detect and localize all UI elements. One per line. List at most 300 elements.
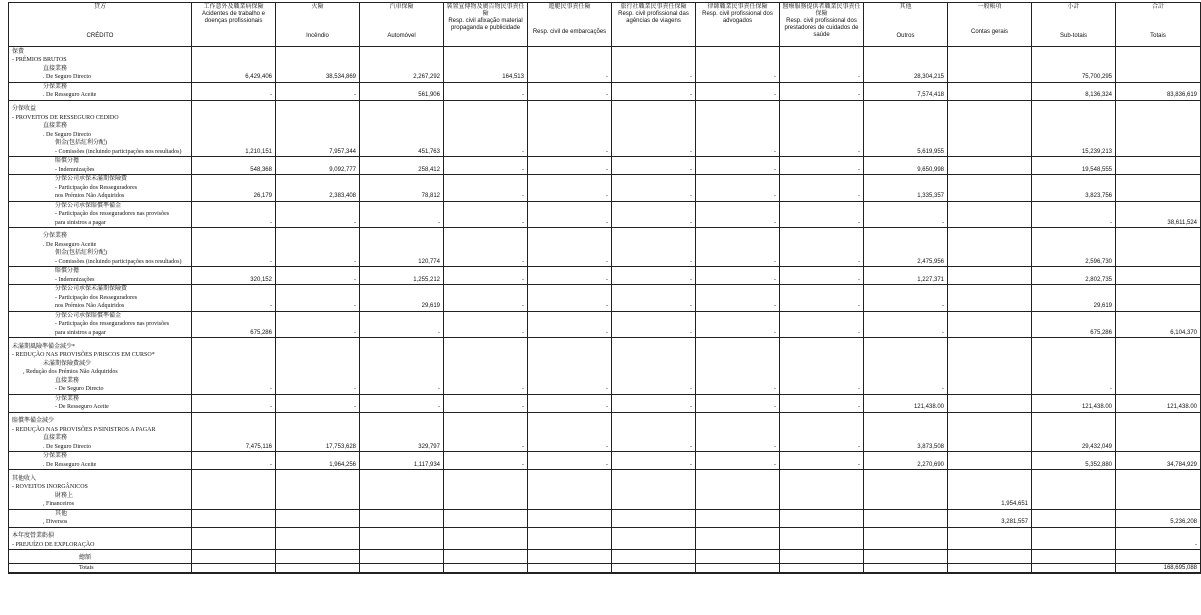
table-cell — [1032, 417, 1116, 426]
table-cell — [696, 47, 780, 57]
table-cell — [1116, 184, 1201, 193]
column-header-bottom: Sub-totais — [1059, 33, 1087, 39]
table-cell — [444, 232, 528, 241]
table-cell — [612, 105, 696, 114]
table-cell — [948, 532, 1032, 541]
table-cell: - — [444, 276, 528, 285]
table-cell — [948, 302, 1032, 311]
table-cell — [1032, 241, 1116, 250]
table-cell: - — [780, 276, 864, 285]
table-cell — [528, 139, 612, 148]
table-cell — [1116, 342, 1201, 351]
table-row — [9, 443, 1201, 452]
table-cell: - — [192, 219, 276, 228]
table-cell — [696, 294, 780, 303]
table-cell — [948, 47, 1032, 57]
table-cell: - — [612, 91, 696, 100]
table-cell — [360, 139, 444, 148]
table-cell — [444, 311, 528, 320]
table-cell — [528, 311, 612, 320]
table-cell — [780, 377, 864, 386]
table-cell — [360, 122, 444, 131]
table-cell — [360, 351, 444, 360]
table-row — [9, 184, 1201, 193]
table-cell — [276, 563, 360, 573]
row-label: 賠償準備金減少 — [9, 417, 192, 426]
table-cell — [444, 114, 528, 123]
table-cell: - — [696, 329, 780, 338]
row-label: 未滿期保險費減少 — [9, 360, 192, 369]
table-cell — [948, 73, 1032, 82]
table-cell — [444, 360, 528, 369]
table-cell — [948, 122, 1032, 131]
table-cell — [276, 232, 360, 241]
row-label: Totais — [9, 563, 192, 573]
column-header-pt: Resp. civil afixação material propaganda e publicidade — [448, 18, 523, 31]
table-cell: 2,270,690 — [864, 461, 948, 470]
table-cell — [276, 320, 360, 329]
table-cell — [1116, 114, 1201, 123]
table-cell: - — [444, 192, 528, 201]
table-row — [9, 232, 1201, 241]
table-cell — [528, 532, 612, 541]
table-row — [9, 302, 1201, 311]
table-cell — [1032, 201, 1116, 210]
table-cell — [360, 105, 444, 114]
table-cell — [612, 184, 696, 193]
table-cell — [1116, 241, 1201, 250]
table-cell — [444, 563, 528, 573]
table-cell — [612, 47, 696, 57]
table-cell — [948, 201, 1032, 210]
row-label: 財務上 — [9, 492, 192, 501]
table-cell — [696, 394, 780, 403]
table-cell — [528, 267, 612, 276]
table-cell — [192, 368, 276, 377]
table-cell — [192, 360, 276, 369]
table-cell — [696, 434, 780, 443]
table-cell — [948, 65, 1032, 74]
table-cell — [1116, 73, 1201, 82]
table-cell: - — [192, 302, 276, 311]
row-label: 分保業務 — [9, 394, 192, 403]
table-cell — [276, 394, 360, 403]
table-cell: - — [1032, 385, 1116, 394]
row-label: - Participação dos Resseguradores — [9, 294, 192, 303]
table-row — [9, 377, 1201, 386]
table-cell — [864, 285, 948, 294]
table-cell — [1116, 122, 1201, 131]
column-header-zh: 律師職業民事責任保險 — [707, 4, 768, 10]
table-cell — [276, 541, 360, 550]
table-cell — [948, 443, 1032, 452]
table-cell: - — [276, 302, 360, 311]
table-cell — [528, 554, 612, 563]
table-cell — [360, 518, 444, 527]
table-cell — [1032, 500, 1116, 509]
table-row — [9, 492, 1201, 501]
table-cell — [780, 426, 864, 435]
table-cell — [360, 434, 444, 443]
table-cell — [696, 351, 780, 360]
table-cell — [864, 122, 948, 131]
table-row — [9, 139, 1201, 148]
table-cell: - — [696, 258, 780, 267]
table-cell — [1116, 131, 1201, 140]
table-cell — [612, 131, 696, 140]
table-cell — [276, 452, 360, 461]
table-cell — [1116, 500, 1201, 509]
column-header-zh: 工作意外及職業病保險 — [203, 4, 264, 10]
table-cell — [696, 56, 780, 65]
table-row — [9, 201, 1201, 210]
table-cell — [696, 452, 780, 461]
table-cell — [948, 434, 1032, 443]
table-cell — [696, 232, 780, 241]
table-cell — [1116, 47, 1201, 57]
table-cell: - — [696, 192, 780, 201]
table-cell — [528, 434, 612, 443]
row-label: nos Prémios Não Adquiridos — [9, 192, 192, 201]
table-cell — [612, 285, 696, 294]
table-row — [9, 131, 1201, 140]
table-cell — [276, 500, 360, 509]
table-cell — [948, 385, 1032, 394]
table-cell — [528, 417, 612, 426]
table-cell — [276, 368, 360, 377]
table-cell — [1116, 249, 1201, 258]
table-cell — [192, 139, 276, 148]
table-cell — [780, 285, 864, 294]
table-cell — [444, 426, 528, 435]
table-cell — [612, 394, 696, 403]
table-cell — [276, 114, 360, 123]
table-cell — [444, 175, 528, 184]
table-cell — [780, 532, 864, 541]
table-cell — [1032, 232, 1116, 241]
table-cell — [192, 351, 276, 360]
table-cell: 3,873,508 — [864, 443, 948, 452]
table-cell — [360, 417, 444, 426]
table-cell — [444, 105, 528, 114]
row-label: - PROVEITOS DE RESSEGURO CEDIDO — [9, 114, 192, 123]
table-row — [9, 500, 1201, 509]
table-cell — [612, 201, 696, 210]
table-cell: 121,438.00 — [1032, 403, 1116, 412]
row-label: 賠償分擔 — [9, 267, 192, 276]
table-cell — [780, 554, 864, 563]
table-cell — [612, 563, 696, 573]
table-cell — [780, 500, 864, 509]
table-cell — [864, 434, 948, 443]
table-cell: 3,823,756 — [1032, 192, 1116, 201]
column-header — [276, 3, 360, 47]
table-cell: - — [360, 403, 444, 412]
table-cell — [948, 105, 1032, 114]
table-row — [9, 509, 1201, 518]
table-cell — [696, 509, 780, 518]
table-cell — [192, 114, 276, 123]
table-cell — [948, 426, 1032, 435]
table-cell: 29,432,049 — [1032, 443, 1116, 452]
table-cell — [528, 175, 612, 184]
table-cell — [612, 351, 696, 360]
table-row — [9, 56, 1201, 65]
column-header — [780, 3, 864, 47]
table-cell — [612, 232, 696, 241]
row-label: 分保公司承保賠償準備金 — [9, 201, 192, 210]
table-cell — [612, 541, 696, 550]
table-cell — [276, 474, 360, 483]
table-cell — [696, 500, 780, 509]
table-cell — [948, 139, 1032, 148]
table-cell — [612, 452, 696, 461]
row-label: 直接業務 — [9, 434, 192, 443]
table-cell — [192, 311, 276, 320]
table-cell — [360, 368, 444, 377]
table-cell — [612, 320, 696, 329]
table-cell: 5,619,955 — [864, 148, 948, 157]
table-cell — [780, 267, 864, 276]
table-row — [9, 122, 1201, 131]
table-row — [9, 65, 1201, 74]
table-cell — [948, 541, 1032, 550]
column-header-bottom: Contas gerais — [970, 29, 1009, 35]
row-label: 佣金(包括紅利分配) — [9, 139, 192, 148]
table-cell — [864, 518, 948, 527]
table-cell — [1116, 417, 1201, 426]
table-cell — [612, 377, 696, 386]
table-cell: 1,335,357 — [864, 192, 948, 201]
table-cell — [192, 56, 276, 65]
table-cell — [360, 500, 444, 509]
table-cell: - — [528, 302, 612, 311]
table-cell — [528, 65, 612, 74]
table-row — [9, 210, 1201, 219]
table-cell: - — [696, 91, 780, 100]
table-row — [9, 541, 1201, 550]
table-row — [9, 360, 1201, 369]
table-cell — [948, 563, 1032, 573]
table-cell — [780, 518, 864, 527]
table-cell: 2,383,408 — [276, 192, 360, 201]
table-row — [9, 192, 1201, 201]
column-header-zh: 一般帳項 — [977, 4, 1002, 10]
table-cell — [1032, 82, 1116, 91]
table-cell — [864, 105, 948, 114]
table-cell: 561,906 — [360, 91, 444, 100]
table-cell — [444, 320, 528, 329]
table-cell — [276, 184, 360, 193]
table-cell: - — [780, 302, 864, 311]
table-cell — [612, 554, 696, 563]
table-cell — [1032, 139, 1116, 148]
table-cell — [192, 294, 276, 303]
table-cell: - — [528, 73, 612, 82]
table-cell: - — [528, 148, 612, 157]
table-cell: - — [864, 219, 948, 228]
table-cell: 6,104,370 — [1116, 329, 1201, 338]
table-cell — [780, 65, 864, 74]
table-cell — [360, 201, 444, 210]
table-cell — [1032, 285, 1116, 294]
table-row — [9, 426, 1201, 435]
table-cell — [864, 249, 948, 258]
table-cell — [780, 47, 864, 57]
table-cell — [696, 541, 780, 550]
table-cell: - — [612, 73, 696, 82]
table-cell — [1116, 65, 1201, 74]
table-cell — [276, 131, 360, 140]
table-cell — [360, 377, 444, 386]
table-cell — [864, 294, 948, 303]
table-cell — [192, 452, 276, 461]
table-cell — [192, 47, 276, 57]
table-cell — [192, 201, 276, 210]
table-cell — [696, 342, 780, 351]
table-cell: 5,352,880 — [1032, 461, 1116, 470]
row-label: para sinistros a pagar — [9, 329, 192, 338]
table-cell — [948, 249, 1032, 258]
table-cell — [1116, 532, 1201, 541]
table-cell — [864, 360, 948, 369]
table-cell — [864, 82, 948, 91]
table-cell — [444, 294, 528, 303]
table-cell: - — [612, 443, 696, 452]
table-cell — [1032, 509, 1116, 518]
row-label: - De Seguro Directo — [9, 385, 192, 394]
table-cell — [444, 122, 528, 131]
table-cell — [780, 157, 864, 166]
table-row — [9, 114, 1201, 123]
table-cell — [1116, 360, 1201, 369]
table-cell — [780, 56, 864, 65]
table-cell — [948, 509, 1032, 518]
table-cell — [444, 492, 528, 501]
table-cell — [780, 175, 864, 184]
table-cell — [1032, 294, 1116, 303]
table-cell — [360, 563, 444, 573]
table-cell: 548,368 — [192, 166, 276, 175]
table-cell — [276, 201, 360, 210]
table-cell — [696, 483, 780, 492]
column-header — [360, 3, 444, 47]
table-cell: - — [276, 385, 360, 394]
row-label: 分保業務 — [9, 452, 192, 461]
table-cell — [444, 394, 528, 403]
table-cell — [1032, 351, 1116, 360]
table-cell — [612, 175, 696, 184]
table-cell — [528, 360, 612, 369]
table-cell — [1116, 285, 1201, 294]
column-header-zh: 其他 — [899, 4, 912, 10]
table-cell — [444, 500, 528, 509]
table-cell — [528, 210, 612, 219]
table-cell — [780, 434, 864, 443]
table-cell: - — [276, 91, 360, 100]
row-label: 其他收入 — [9, 474, 192, 483]
table-cell — [1116, 192, 1201, 201]
table-cell — [696, 184, 780, 193]
table-cell — [444, 377, 528, 386]
table-cell — [360, 131, 444, 140]
table-cell — [276, 267, 360, 276]
column-header — [192, 3, 276, 47]
table-cell: 120,774 — [360, 258, 444, 267]
table-cell — [864, 554, 948, 563]
table-cell — [612, 426, 696, 435]
table-cell — [360, 65, 444, 74]
table-cell — [276, 351, 360, 360]
table-cell — [780, 483, 864, 492]
table-cell — [612, 56, 696, 65]
table-cell: 5,236,208 — [1116, 518, 1201, 527]
table-cell — [192, 417, 276, 426]
credit-ledger-document — [8, 2, 1197, 610]
table-cell — [192, 105, 276, 114]
table-cell: - — [528, 443, 612, 452]
table-cell — [948, 184, 1032, 193]
column-header-zh: 汽車保險 — [389, 4, 414, 10]
table-cell: - — [696, 302, 780, 311]
table-cell — [192, 82, 276, 91]
table-row — [9, 219, 1201, 228]
table-row — [9, 434, 1201, 443]
table-row — [9, 148, 1201, 157]
table-cell — [1032, 56, 1116, 65]
table-cell — [612, 360, 696, 369]
table-cell — [780, 360, 864, 369]
table-cell: - — [696, 219, 780, 228]
table-cell: - — [780, 73, 864, 82]
table-cell: - — [444, 461, 528, 470]
table-cell — [1032, 483, 1116, 492]
row-label: - Participação dos resseguradores nas provisões — [9, 210, 192, 219]
table-cell: - — [192, 91, 276, 100]
table-cell — [528, 320, 612, 329]
table-cell — [948, 474, 1032, 483]
table-cell — [696, 360, 780, 369]
table-cell — [1116, 210, 1201, 219]
table-cell — [528, 105, 612, 114]
table-cell — [1116, 377, 1201, 386]
table-cell: - — [696, 461, 780, 470]
row-label: 分保收益 — [9, 105, 192, 114]
table-cell — [780, 417, 864, 426]
table-cell: 7,957,344 — [276, 148, 360, 157]
table-cell — [1116, 294, 1201, 303]
table-cell: - — [444, 385, 528, 394]
table-cell: 2,267,292 — [360, 73, 444, 82]
table-cell — [1116, 258, 1201, 267]
table-cell — [612, 82, 696, 91]
header-corner-zh: 貸方 — [93, 4, 106, 10]
row-label: 直接業務 — [9, 122, 192, 131]
row-label: , Financeiros — [9, 500, 192, 509]
table-cell — [864, 532, 948, 541]
table-cell — [360, 82, 444, 91]
header-row — [9, 3, 1201, 47]
table-cell — [948, 148, 1032, 157]
table-cell — [612, 434, 696, 443]
table-cell: - — [780, 403, 864, 412]
table-cell — [192, 500, 276, 509]
table-cell: 2,596,730 — [1032, 258, 1116, 267]
table-cell: - — [276, 276, 360, 285]
row-label: . De Resseguro Aceite — [9, 91, 192, 100]
table-cell — [696, 241, 780, 250]
table-cell — [780, 541, 864, 550]
